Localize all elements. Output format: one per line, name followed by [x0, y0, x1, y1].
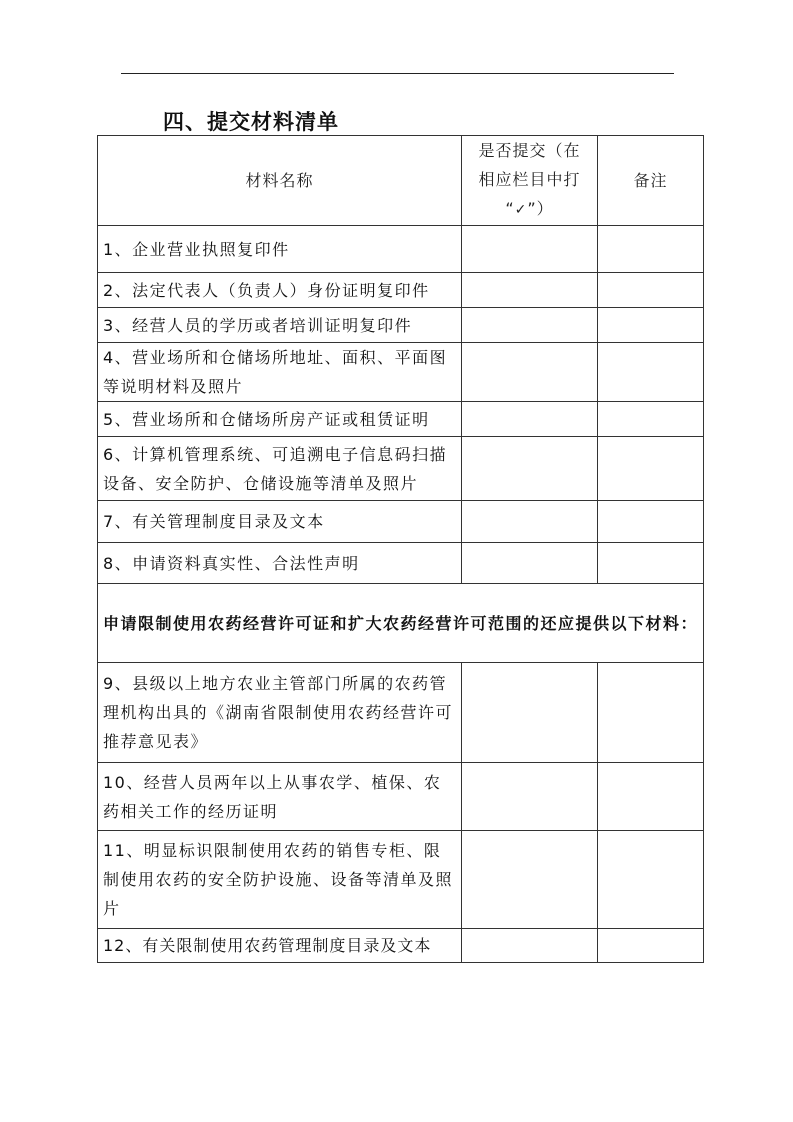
restricted-materials-note: 申请限制使用农药经营许可证和扩大农药经营许可范围的还应提供以下材料：: [98, 584, 704, 663]
item-8-remarks-cell[interactable]: [598, 543, 704, 584]
header-remarks: 备注: [598, 136, 704, 226]
header-material-name: 材料名称: [98, 136, 462, 226]
top-rule: [121, 73, 674, 74]
item-11-remarks-cell[interactable]: [598, 831, 704, 929]
item-1-submitted-cell[interactable]: [462, 226, 598, 273]
item-12-label: 12、有关限制使用农药管理制度目录及文本: [98, 929, 462, 963]
item-4-remarks-cell[interactable]: [598, 343, 704, 402]
item-9-label: 9、县级以上地方农业主管部门所属的农药管理机构出具的《湖南省限制使用农药经营许可推荐意见表》: [98, 663, 462, 763]
table-row: [98, 929, 704, 963]
table-row: [98, 501, 704, 543]
item-7-label: 7、有关管理制度目录及文本: [98, 501, 462, 543]
item-4-submitted-cell[interactable]: [462, 343, 598, 402]
item-5-label: 5、营业场所和仓储场所房产证或租赁证明: [98, 402, 462, 437]
header-submitted: [462, 136, 598, 226]
table-row: [98, 663, 704, 763]
item-7-remarks-cell[interactable]: [598, 501, 704, 543]
item-3-remarks-cell[interactable]: [598, 308, 704, 343]
table-row: [98, 831, 704, 929]
item-2-label: 2、法定代表人（负责人）身份证明复印件: [98, 273, 462, 308]
item-12-remarks-cell[interactable]: [598, 929, 704, 963]
item-1-remarks-cell[interactable]: [598, 226, 704, 273]
header-submitted-line2: 相应栏目中打: [478, 170, 581, 189]
item-5-submitted-cell[interactable]: [462, 402, 598, 437]
table-row: [98, 273, 704, 308]
item-7-submitted-cell[interactable]: [462, 501, 598, 543]
item-9-remarks-cell[interactable]: [598, 663, 704, 763]
table-row: [98, 226, 704, 273]
table-row: [98, 543, 704, 584]
item-8-submitted-cell[interactable]: [462, 543, 598, 584]
item-11-label: 11、明显标识限制使用农药的销售专柜、限制使用农药的安全防护设施、设备等清单及照片: [98, 831, 462, 929]
item-1-label: 1、企业营业执照复印件: [98, 226, 462, 273]
header-row: [98, 136, 704, 226]
table-row: [98, 308, 704, 343]
item-6-remarks-cell[interactable]: [598, 437, 704, 501]
item-3-submitted-cell[interactable]: [462, 308, 598, 343]
item-2-remarks-cell[interactable]: [598, 273, 704, 308]
item-10-label: 10、经营人员两年以上从事农学、植保、农药相关工作的经历证明: [98, 763, 462, 831]
table-row: [98, 402, 704, 437]
checkmark-icon: ✓: [514, 202, 528, 218]
header-submitted-close-quote: ”）: [527, 199, 554, 218]
header-submitted-open-quote: “: [505, 199, 515, 218]
item-2-submitted-cell[interactable]: [462, 273, 598, 308]
item-9-submitted-cell[interactable]: [462, 663, 598, 763]
item-6-submitted-cell[interactable]: [462, 437, 598, 501]
item-6-label: 6、计算机管理系统、可追溯电子信息码扫描设备、安全防护、仓储设施等清单及照片: [98, 437, 462, 501]
item-12-submitted-cell[interactable]: [462, 929, 598, 963]
section-title: 四、提交材料清单: [163, 110, 339, 134]
item-5-remarks-cell[interactable]: [598, 402, 704, 437]
header-submitted-line1: 是否提交（在: [478, 141, 581, 160]
restricted-note-row: [98, 584, 704, 663]
item-4-label: 4、营业场所和仓储场所地址、面积、平面图等说明材料及照片: [98, 343, 462, 402]
item-11-submitted-cell[interactable]: [462, 831, 598, 929]
table-row: [98, 343, 704, 402]
item-10-submitted-cell[interactable]: [462, 763, 598, 831]
item-3-label: 3、经营人员的学历或者培训证明复印件: [98, 308, 462, 343]
table-row: [98, 437, 704, 501]
materials-checklist-table: [97, 135, 704, 963]
table-row: [98, 763, 704, 831]
item-10-remarks-cell[interactable]: [598, 763, 704, 831]
item-8-label: 8、申请资料真实性、合法性声明: [98, 543, 462, 584]
